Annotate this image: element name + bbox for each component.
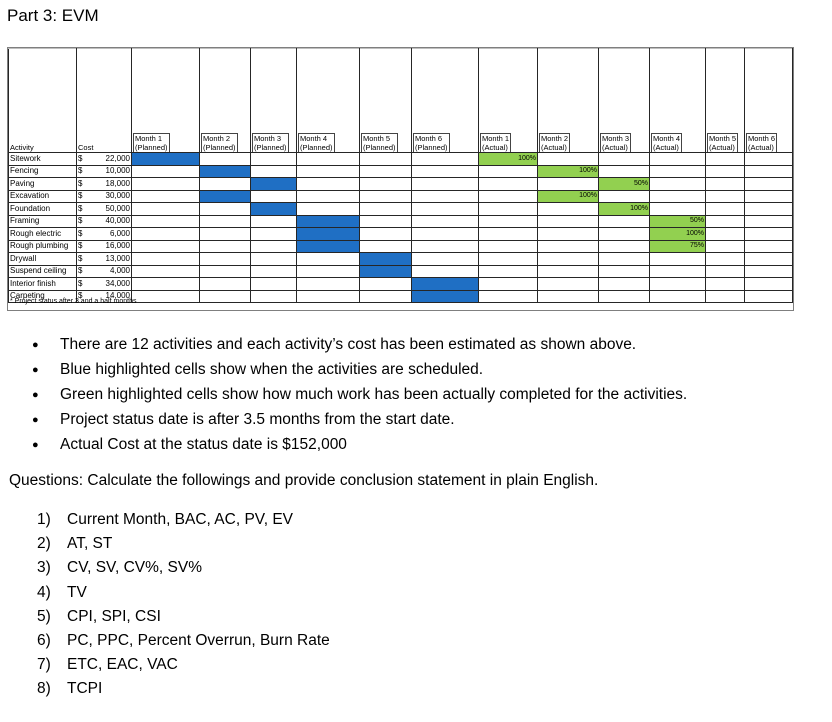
table-row (9, 215, 793, 228)
month-header-label: Month 5 (Planned) (363, 134, 396, 152)
question-item (37, 582, 330, 606)
planned-cell (132, 153, 200, 166)
month-header-label: Month 6 (Planned) (415, 134, 448, 152)
empty-cell (200, 253, 251, 266)
planned-cell (412, 278, 479, 291)
empty-cell (538, 203, 599, 216)
empty-cell (132, 253, 200, 266)
empty-cell (745, 278, 793, 291)
activity-cell: Fencing (9, 165, 77, 178)
empty-cell (297, 153, 360, 166)
empty-cell (599, 253, 650, 266)
evm-spreadsheet (7, 47, 794, 311)
question-item (37, 630, 330, 654)
header-row (9, 49, 793, 153)
empty-cell (599, 228, 650, 241)
empty-cell (251, 240, 297, 253)
question-number: 8) (37, 680, 51, 698)
empty-cell (297, 165, 360, 178)
empty-cell (297, 253, 360, 266)
empty-cell (297, 190, 360, 203)
planned-cell (200, 190, 251, 203)
empty-cell (132, 165, 200, 178)
question-number: 6) (37, 631, 51, 649)
empty-cell (360, 165, 412, 178)
empty-cell (360, 203, 412, 216)
empty-cell (599, 190, 650, 203)
empty-cell (538, 215, 599, 228)
bullet-item: ● There are 12 activities and each activity’s cost has been estimated as shown above. (32, 334, 822, 359)
planned-cell (297, 215, 360, 228)
cost-cell: 13,000 (89, 253, 132, 266)
empty-cell (599, 278, 650, 291)
table-row (9, 253, 793, 266)
cost-cell: 50,000 (89, 203, 132, 216)
table-row (9, 278, 793, 291)
question-text: CV, SV, CV%, SV% (67, 559, 202, 577)
planned-cell (297, 228, 360, 241)
empty-cell (412, 203, 479, 216)
empty-cell (745, 178, 793, 191)
actual-cell: 100% (650, 228, 706, 241)
header-month-12 (745, 49, 793, 153)
empty-cell (479, 190, 538, 203)
empty-cell (650, 265, 706, 278)
cost-cell: 16,000 (89, 240, 132, 253)
empty-cell (745, 190, 793, 203)
month-header-label: Month 1 (Actual) (482, 134, 510, 152)
empty-cell (706, 265, 745, 278)
empty-cell (538, 240, 599, 253)
empty-cell (251, 190, 297, 203)
actual-cell: 100% (538, 190, 599, 203)
table-row (9, 228, 793, 241)
empty-cell (360, 240, 412, 253)
planned-cell (251, 203, 297, 216)
empty-cell (479, 253, 538, 266)
empty-cell (412, 228, 479, 241)
empty-cell (412, 240, 479, 253)
empty-cell (132, 265, 200, 278)
empty-cell (706, 278, 745, 291)
month-header-label: Month 5 (Actual) (709, 134, 737, 152)
empty-cell (745, 228, 793, 241)
currency-symbol: $ (77, 290, 89, 303)
header-month-6 (412, 49, 479, 153)
currency-symbol: $ (77, 153, 89, 166)
month-header-label: Month 4 (Planned) (300, 134, 333, 152)
empty-cell (599, 240, 650, 253)
activity-cell: Carpeting (9, 290, 77, 303)
planned-cell (297, 240, 360, 253)
header-activity: Activity (9, 49, 77, 153)
activity-cell: Rough electric (9, 228, 77, 241)
cost-cell: 6,000 (89, 228, 132, 241)
empty-cell (132, 215, 200, 228)
empty-cell (200, 290, 251, 303)
empty-cell (706, 228, 745, 241)
currency-symbol: $ (77, 203, 89, 216)
table-row (9, 265, 793, 278)
table-row (9, 240, 793, 253)
empty-cell (538, 265, 599, 278)
empty-cell (251, 228, 297, 241)
empty-cell (360, 278, 412, 291)
empty-cell (745, 203, 793, 216)
bullet-item: ● Blue highlighted cells show when the activities are scheduled. (32, 359, 822, 384)
currency-symbol: $ (77, 165, 89, 178)
activity-cell: Excavation (9, 190, 77, 203)
header-month-8 (538, 49, 599, 153)
empty-cell (599, 290, 650, 303)
evm-table (8, 48, 793, 303)
empty-cell (297, 178, 360, 191)
empty-cell (650, 153, 706, 166)
empty-cell (599, 265, 650, 278)
questions-list (37, 509, 330, 703)
cost-cell: 22,000 (89, 153, 132, 166)
empty-cell (706, 178, 745, 191)
questions-intro: Questions: Calculate the followings and provide conclusion statement in plain English. (9, 472, 599, 489)
bullet-item: ● Project status date is after 3.5 months from the start date. (32, 409, 822, 434)
actual-cell: 50% (599, 178, 650, 191)
empty-cell (200, 178, 251, 191)
empty-cell (412, 178, 479, 191)
empty-cell (650, 203, 706, 216)
header-month-7 (479, 49, 538, 153)
planned-cell (360, 265, 412, 278)
empty-cell (132, 203, 200, 216)
activity-cell: Paving (9, 178, 77, 191)
question-item (37, 654, 330, 678)
empty-cell (599, 165, 650, 178)
empty-cell (745, 215, 793, 228)
activity-cell: Rough plumbing (9, 240, 77, 253)
empty-cell (599, 215, 650, 228)
empty-cell (132, 228, 200, 241)
cost-cell: 14,000 (89, 290, 132, 303)
activity-cell: Drywall (9, 253, 77, 266)
header-month-11 (706, 49, 745, 153)
table-row (9, 190, 793, 203)
empty-cell (360, 153, 412, 166)
empty-cell (479, 228, 538, 241)
empty-cell (479, 290, 538, 303)
empty-cell (360, 228, 412, 241)
empty-cell (251, 290, 297, 303)
cost-cell: 18,000 (89, 178, 132, 191)
month-header-label: Month 2 (Planned) (203, 134, 236, 152)
empty-cell (706, 153, 745, 166)
planned-cell (251, 178, 297, 191)
empty-cell (706, 253, 745, 266)
currency-symbol: $ (77, 278, 89, 291)
empty-cell (650, 290, 706, 303)
table-row (9, 203, 793, 216)
empty-cell (251, 278, 297, 291)
empty-cell (200, 240, 251, 253)
cost-cell: 4,000 (89, 265, 132, 278)
empty-cell (538, 290, 599, 303)
bullet-item: ● Green highlighted cells show how much work has been actually completed for the activities. (32, 384, 822, 409)
empty-cell (200, 153, 251, 166)
empty-cell (412, 165, 479, 178)
question-number: 1) (37, 511, 51, 528)
currency-symbol: $ (77, 178, 89, 191)
cost-cell: 40,000 (89, 215, 132, 228)
empty-cell (200, 228, 251, 241)
empty-cell (412, 215, 479, 228)
activity-cell: Foundation (9, 203, 77, 216)
empty-cell (412, 190, 479, 203)
header-month-9 (599, 49, 650, 153)
activity-cell: Suspend ceiling (9, 265, 77, 278)
question-text: ETC, EAC, VAC (67, 656, 178, 674)
question-number: 5) (37, 607, 51, 625)
month-header-label: Month 1 (Planned) (135, 134, 168, 152)
month-header-label: Month 2 (Actual) (541, 134, 569, 152)
header-month-4 (297, 49, 360, 153)
empty-cell (297, 203, 360, 216)
empty-cell (251, 265, 297, 278)
page-title: Part 3: EVM (7, 6, 99, 25)
empty-cell (538, 178, 599, 191)
header-month-2 (200, 49, 251, 153)
empty-cell (297, 278, 360, 291)
empty-cell (745, 265, 793, 278)
planned-cell (360, 253, 412, 266)
empty-cell (745, 165, 793, 178)
empty-cell (360, 215, 412, 228)
table-row (9, 153, 793, 166)
empty-cell (538, 153, 599, 166)
question-item (37, 533, 330, 557)
question-text: TV (67, 583, 87, 601)
header-month-5 (360, 49, 412, 153)
empty-cell (650, 190, 706, 203)
empty-cell (650, 165, 706, 178)
planned-cell (412, 290, 479, 303)
empty-cell (650, 178, 706, 191)
empty-cell (200, 203, 251, 216)
activity-cell: Framing (9, 215, 77, 228)
empty-cell (251, 215, 297, 228)
actual-cell: 100% (538, 165, 599, 178)
currency-symbol: $ (77, 253, 89, 266)
table-row (9, 178, 793, 191)
empty-cell (200, 215, 251, 228)
empty-cell (479, 165, 538, 178)
question-item (37, 606, 330, 630)
status-note: * Project status after 3 and a half months (10, 298, 137, 305)
info-bullet-list (32, 334, 822, 459)
empty-cell (599, 153, 650, 166)
empty-cell (412, 153, 479, 166)
question-item (37, 509, 330, 533)
empty-cell (706, 190, 745, 203)
header-month-3 (251, 49, 297, 153)
empty-cell (479, 265, 538, 278)
empty-cell (538, 228, 599, 241)
cost-cell: 10,000 (89, 165, 132, 178)
empty-cell (200, 278, 251, 291)
currency-symbol: $ (77, 228, 89, 241)
empty-cell (650, 278, 706, 291)
header-month-1 (132, 49, 200, 153)
empty-cell (200, 265, 251, 278)
actual-cell: 50% (650, 215, 706, 228)
empty-cell (132, 290, 200, 303)
empty-cell (706, 290, 745, 303)
cost-cell: 30,000 (89, 190, 132, 203)
table-row (9, 165, 793, 178)
empty-cell (479, 203, 538, 216)
actual-cell: 75% (650, 240, 706, 253)
empty-cell (745, 290, 793, 303)
actual-cell: 100% (599, 203, 650, 216)
header-month-10 (650, 49, 706, 153)
currency-symbol: $ (77, 240, 89, 253)
empty-cell (706, 203, 745, 216)
empty-cell (745, 253, 793, 266)
empty-cell (251, 253, 297, 266)
question-number: 3) (37, 559, 51, 577)
empty-cell (745, 240, 793, 253)
question-item (37, 678, 330, 702)
empty-cell (297, 265, 360, 278)
planned-cell (200, 165, 251, 178)
empty-cell (412, 253, 479, 266)
currency-symbol: $ (77, 265, 89, 278)
empty-cell (538, 253, 599, 266)
empty-cell (479, 215, 538, 228)
empty-cell (706, 240, 745, 253)
empty-cell (479, 240, 538, 253)
question-text: PC, PPC, Percent Overrun, Burn Rate (67, 631, 330, 649)
activity-cell: Interior finish (9, 278, 77, 291)
currency-symbol: $ (77, 190, 89, 203)
question-number: 4) (37, 583, 51, 601)
empty-cell (706, 215, 745, 228)
empty-cell (251, 153, 297, 166)
question-text: Current Month, BAC, AC, PV, EV (67, 511, 293, 528)
empty-cell (479, 178, 538, 191)
month-header-label: Month 3 (Planned) (254, 134, 287, 152)
empty-cell (650, 253, 706, 266)
header-cost: Cost (77, 49, 132, 153)
empty-cell (360, 178, 412, 191)
empty-cell (132, 178, 200, 191)
question-text: TCPI (67, 680, 103, 698)
month-header-label: Month 4 (Actual) (653, 134, 681, 152)
currency-symbol: $ (77, 215, 89, 228)
empty-cell (132, 278, 200, 291)
month-header-label: Month 6 (Actual) (748, 134, 776, 152)
empty-cell (360, 290, 412, 303)
question-number: 2) (37, 535, 51, 553)
actual-cell: 100% (479, 153, 538, 166)
empty-cell (251, 165, 297, 178)
question-number: 7) (37, 656, 51, 674)
empty-cell (706, 165, 745, 178)
empty-cell (479, 278, 538, 291)
bullet-item: ● Actual Cost at the status date is $152,000 (32, 434, 822, 459)
question-text: AT, ST (67, 535, 113, 553)
activity-cell: Sitework (9, 153, 77, 166)
empty-cell (745, 153, 793, 166)
cost-cell: 34,000 (89, 278, 132, 291)
empty-cell (297, 290, 360, 303)
empty-cell (538, 278, 599, 291)
question-item (37, 557, 330, 581)
month-header-label: Month 3 (Actual) (602, 134, 630, 152)
empty-cell (132, 240, 200, 253)
empty-cell (360, 190, 412, 203)
empty-cell (132, 190, 200, 203)
empty-cell (412, 265, 479, 278)
question-text: CPI, SPI, CSI (67, 607, 161, 625)
